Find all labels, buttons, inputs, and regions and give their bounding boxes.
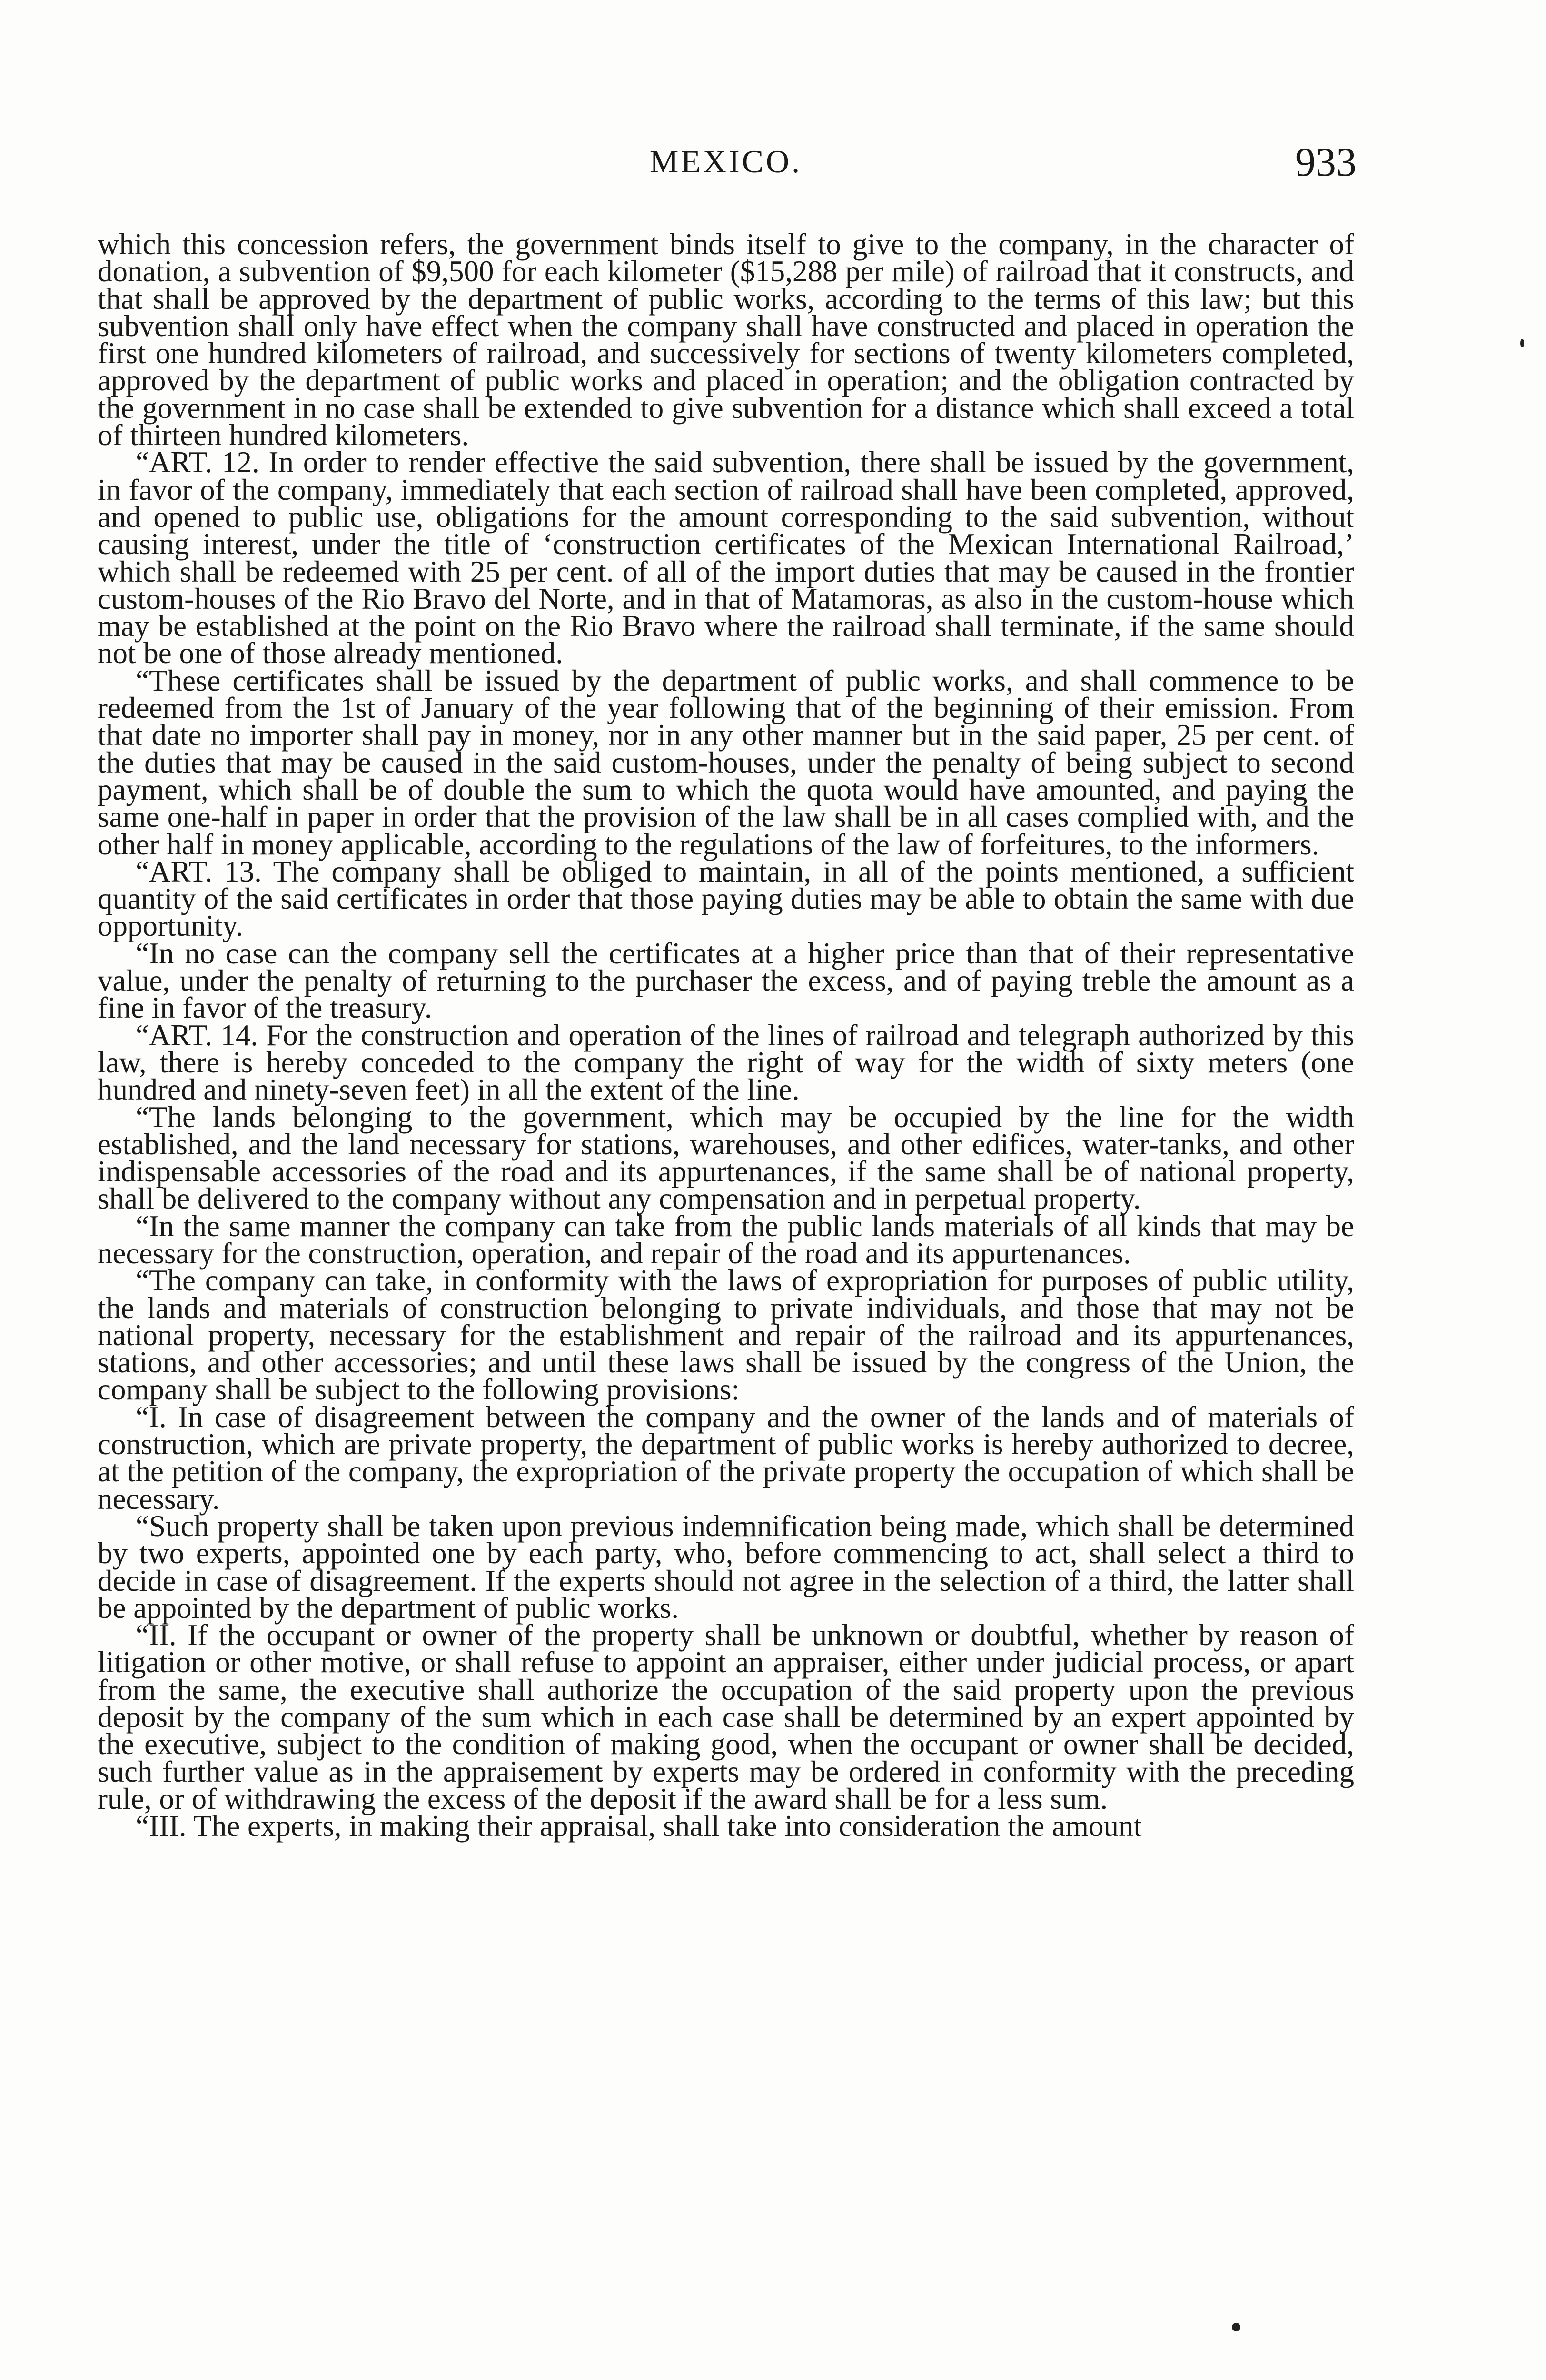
page-header <box>95 138 1357 186</box>
ink-speck <box>1232 2323 1240 2331</box>
paragraph-art-14: “ART. 14. For the construction and operation of the lines of railroad and telegraph authorized by this law, there is hereby conceded to the company the right of way for the width of sixty meters (one hundred and ninety-seven feet) in all the extent of the line. <box>98 1018 1354 1107</box>
paragraph-provision-i: “I. In case of disagreement between the company and the owner of the lands and of materials of construction, which are private property, the department of public works is hereby authorized to decree, at the petition of the company, the expropriation of the private property the occupation of which shall be necessary. <box>98 1400 1354 1516</box>
paragraph-art-13: “ART. 13. The company shall be obliged to maintain, in all of the points mentioned, a sufficient quantity of the said certificates in order that those paying duties may be able to obtain the same with due opportunity. <box>98 854 1354 943</box>
paragraph-art-12: “ART. 12. In order to render effective the said subvention, there shall be issued by the government, in favor of the company, immediately that each section of railroad shall have been completed, approved, and opened to public use, obligations for the amount corresponding to the said subvention, without causing interest, under the title of ‘construction certificates of the Mexican International Railroad,’ which shall be redeemed with 25 per cent. of all of the import duties that may be caused in the frontier custom-houses of the Rio Bravo del Norte, and in that of Matamoras, as also in the custom-house which may be established at the point on the Rio Bravo where the railroad shall terminate, if the same should not be one of those already mentioned. <box>98 446 1354 670</box>
body-text <box>98 228 1354 1843</box>
paragraph-continuation: which this concession refers, the government binds itself to give to the company, in the character of donation, a subvention of $9,500 for each kilometer ($15,288 per mile) of railroad that it constructs, and that shall be approved by the department of public works, according to the terms of this law; but this subvention shall only have effect when the company shall have constructed and placed in operation the first one hundred kilometers of railroad, and successively for sections of twenty kilometers completed, approved by the department of public works and placed in operation; and the obligation contracted by the government in no case shall be extended to give subvention for a distance which shall exceed a total of thirteen hundred kilometers. <box>98 228 1354 452</box>
paragraph-sale-price: “In no case can the company sell the certificates at a higher price than that of their representative value, under the penalty of returning to the purchaser the excess, and of paying treble the amount as a fine in favor of the treasury. <box>98 936 1354 1025</box>
paragraph-provision-ii: “II. If the occupant or owner of the property shall be unknown or doubtful, whether by reason of litigation or other motive, or shall refuse to appoint an appraiser, either under judicial process, or apart from the same, the executive shall authorize the occupation of the said property upon the previous deposit by the company of the sum which in each case shall be determined by an expert appointed by the executive, subject to the condition of making good, when the occupant or owner shall be decided, such further value as in the appraisement by experts may be ordered in conformity with the preceding rule, or of withdrawing the excess of the deposit if the award shall be for a less sum. <box>98 1618 1354 1815</box>
paragraph-indemnification: “Such property shall be taken upon previous indemnification being made, which shall be determined by two experts, appointed one by each party, who, before commencing to act, shall select a third to decide in case of disagreement. If the experts should not agree in the selection of a third, the latter shall be appointed by the department of public works. <box>98 1509 1354 1625</box>
paragraph-government-lands: “The lands belonging to the government, which may be occupied by the line for the width established, and the land necessary for stations, warehouses, and other edifices, water-tanks, and other indispensable accessories of the road and its appurtenances, if the same shall be of national property, shall be delivered to the company without any compensation and in perpetual property. <box>98 1100 1354 1216</box>
running-title: MEXICO. <box>649 143 803 179</box>
paragraph-certificates: “These certificates shall be issued by the department of public works, and shall commence to be redeemed from the 1st of January of the year following that of the beginning of their emission. From that date no importer shall pay in money, nor in any other manner but in the said paper, 25 per cent. of the duties that may be caused in the said custom-houses, under the penalty of being subject to second payment, which shall be of double the sum to which the quota would have amounted, and paying the same one-half in paper in order that the provision of the law shall be in all cases complied with, and the other half in money applicable, according to the regulations of the law of forfeitures, to the informers. <box>98 664 1354 861</box>
page-number: 933 <box>1295 139 1357 185</box>
paragraph-public-materials: “In the same manner the company can take from the public lands materials of all kinds that may be necessary for the construction, operation, and repair of the road and its appurtenances. <box>98 1209 1354 1270</box>
paragraph-provision-iii: “III. The experts, in making their appraisal, shall take into consideration the amount <box>136 1809 1142 1843</box>
paragraph-expropriation: “The company can take, in conformity with the laws of expropriation for purposes of public utility, the lands and materials of construction belonging to private individuals, and those that may not be national property, necessary for the establishment and repair of the railroad and its appurtenances, stations, and other accessories; and until these laws shall be issued by the congress of the Union, the company shall be subject to the following provisions: <box>98 1264 1354 1407</box>
ink-speck <box>1520 339 1524 347</box>
